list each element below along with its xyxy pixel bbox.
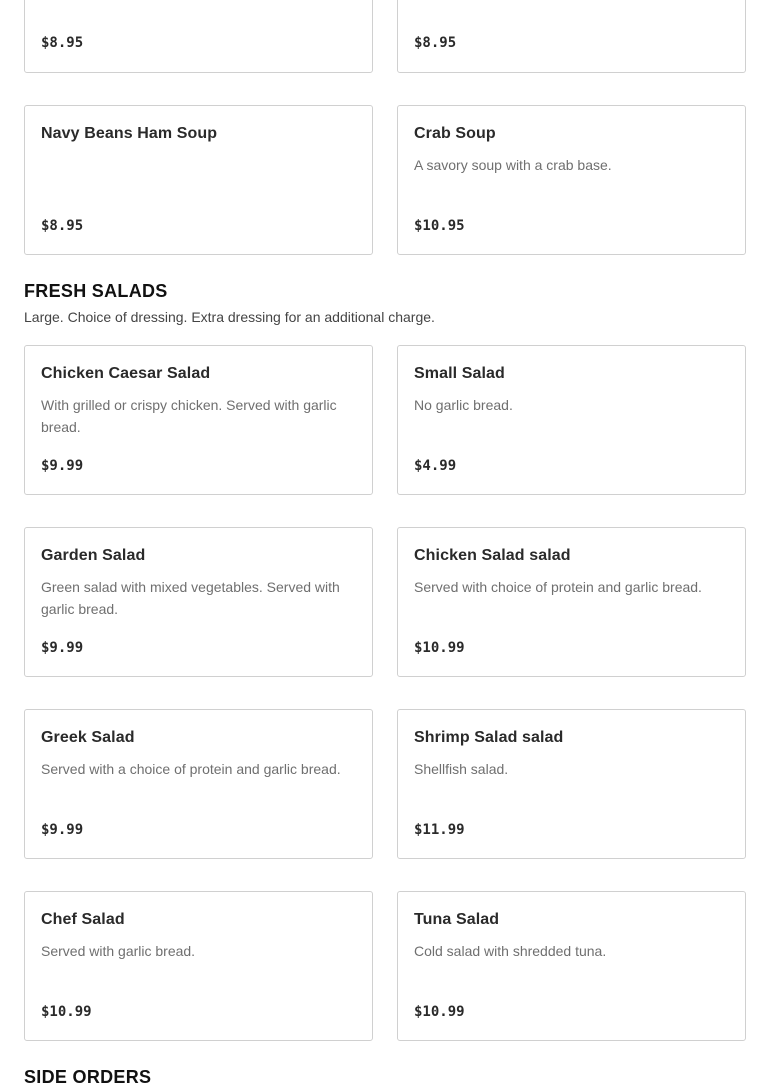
menu-item-description: Served with choice of protein and garlic bread. (414, 579, 702, 595)
menu-item-name: Chef Salad (41, 911, 125, 928)
menu-item-card[interactable] (397, 891, 746, 1041)
menu-item-card[interactable] (24, 891, 373, 1041)
menu-item-price: $10.95 (414, 218, 465, 234)
menu-item-name: Tuna Salad (414, 911, 500, 928)
section-title: SIDE ORDERS (24, 1067, 152, 1087)
menu-item-price: $11.99 (414, 822, 465, 838)
menu-item-card[interactable] (24, 105, 373, 255)
menu-item-price: $9.99 (41, 458, 84, 474)
menu-item-description: With grilled or crispy chicken. Served with garlic bread. (41, 397, 337, 435)
menu-item-name: Greek Salad (41, 729, 135, 746)
menu-item-description: Cold salad with shredded tuna. (414, 943, 607, 959)
menu-item-price: $8.95 (414, 35, 457, 51)
menu-item-card[interactable] (24, 0, 373, 73)
menu-item-description: No garlic bread. (414, 397, 513, 413)
menu-item-price: $4.99 (414, 458, 457, 474)
menu-item-card[interactable] (24, 709, 373, 859)
menu-item-price: $9.99 (41, 640, 84, 656)
menu-item-price: $10.99 (414, 1004, 465, 1020)
menu-item-name: Garden Salad (41, 547, 146, 564)
menu-item-card[interactable] (24, 527, 373, 677)
menu-item-name: Crab Soup (414, 125, 496, 142)
section-title: FRESH SALADS (24, 281, 168, 301)
menu-item-name: Chicken Salad salad (414, 547, 571, 564)
menu-item-name: Shrimp Salad salad (414, 729, 564, 746)
menu-item-card[interactable] (397, 345, 746, 495)
menu-item-description: Shellfish salad. (414, 761, 509, 777)
menu-item-card[interactable] (397, 709, 746, 859)
menu-item-description: Green salad with mixed vegetables. Served with garlic bread. (41, 579, 340, 617)
menu-item-description: Served with garlic bread. (41, 943, 196, 959)
menu-item-price: $10.99 (41, 1004, 92, 1020)
menu-item-price: $8.95 (41, 218, 84, 234)
menu-item-name: Chicken Caesar Salad (41, 365, 211, 382)
menu-item-price: $8.95 (41, 35, 84, 51)
menu-item-card[interactable] (397, 105, 746, 255)
section-subtitle: Large. Choice of dressing. Extra dressing for an additional charge. (24, 309, 435, 325)
menu-item-price: $9.99 (41, 822, 84, 838)
menu-item-name: Small Salad (414, 365, 505, 382)
menu-item-description: Served with a choice of protein and garlic bread. (41, 761, 341, 777)
menu-item-name: Navy Beans Ham Soup (41, 125, 218, 142)
menu-item-price: $10.99 (414, 640, 465, 656)
menu-item-card[interactable] (397, 0, 746, 73)
menu-item-card[interactable] (24, 345, 373, 495)
menu-item-description: A savory soup with a crab base. (414, 157, 612, 173)
menu-item-card[interactable] (397, 527, 746, 677)
